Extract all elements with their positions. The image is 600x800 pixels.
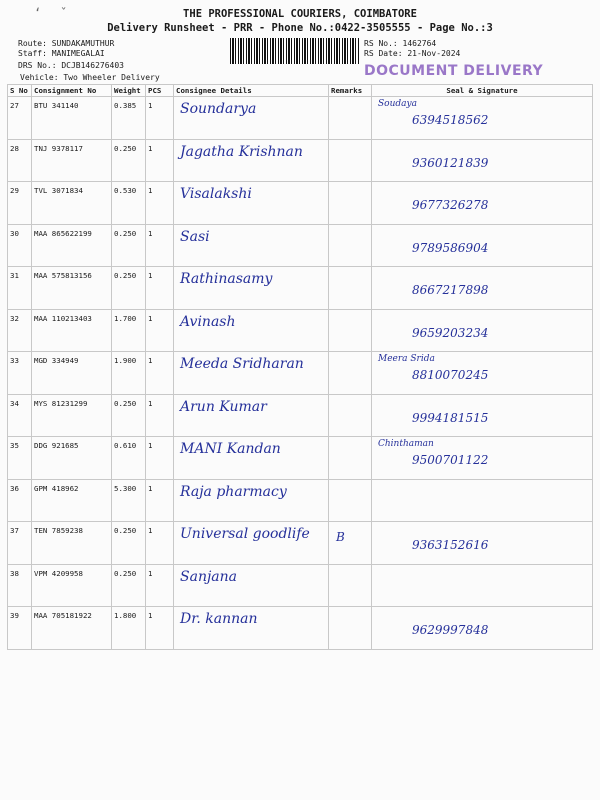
weight-cell: 0.250 <box>112 394 146 437</box>
weight-cell: 0.250 <box>112 564 146 607</box>
consignee-cell <box>174 139 329 182</box>
signature: Meera Srida <box>378 354 435 364</box>
consignment-cell: TEN 7859238 <box>32 522 112 565</box>
consignment-cell: MAA 575813156 <box>32 267 112 310</box>
col-sno: S No <box>8 85 32 97</box>
col-weight: Weight <box>112 85 146 97</box>
seal-signature-cell <box>372 267 593 310</box>
table-row <box>8 182 593 225</box>
weight-cell: 0.610 <box>112 437 146 480</box>
consignee-cell <box>174 182 329 225</box>
table-row <box>8 607 593 650</box>
consignment-cell: MAA 110213403 <box>32 309 112 352</box>
rs-date: RS Date: 21-Nov-2024 <box>364 49 461 58</box>
weight-cell: 0.250 <box>112 522 146 565</box>
seal-signature-cell <box>372 437 593 480</box>
sno-cell: 35 <box>8 437 32 480</box>
col-seal: Seal & Signature <box>372 85 593 97</box>
sno-cell: 27 <box>8 97 32 140</box>
sno-cell: 36 <box>8 479 32 522</box>
remarks-cell <box>329 607 372 650</box>
consignee-cell <box>174 479 329 522</box>
table-row <box>8 97 593 140</box>
consignee-name: Universal goodlife <box>180 526 310 542</box>
consignee-name: Meeda Sridharan <box>180 356 304 372</box>
phone-number: 9994181515 <box>412 410 489 425</box>
consignment-cell: MGD 334949 <box>32 352 112 395</box>
consignee-name: MANI Kandan <box>180 441 281 457</box>
remark-mark: B <box>336 530 345 544</box>
remarks-cell <box>329 522 372 565</box>
consignee-name: Rathinasamy <box>180 271 273 287</box>
signature: Chinthaman <box>378 439 434 449</box>
consignee-name: Sasi <box>180 228 210 245</box>
phone-number: 9360121839 <box>412 155 489 170</box>
seal-signature-cell <box>372 224 593 267</box>
table-row <box>8 224 593 267</box>
phone-number: 9659203234 <box>412 325 489 340</box>
phone-number: 8667217898 <box>412 283 489 297</box>
pcs-cell: 1 <box>146 437 174 480</box>
consignee-cell <box>174 352 329 395</box>
consignment-cell: GPM 418962 <box>32 479 112 522</box>
table-row <box>8 479 593 522</box>
weight-cell: 0.385 <box>112 97 146 140</box>
col-consignment: Consignment No <box>32 85 112 97</box>
drs-label: DRS No.: DCJB146276403 <box>18 61 124 70</box>
table-row <box>8 267 593 310</box>
table-row <box>8 522 593 565</box>
consignment-cell: MAA 705181922 <box>32 607 112 650</box>
phone-number: 9500701122 <box>412 453 489 467</box>
consignee-cell <box>174 224 329 267</box>
remarks-cell <box>329 139 372 182</box>
consignment-cell: DDG 921685 <box>32 437 112 480</box>
phone-number: 8810070245 <box>412 368 489 382</box>
route-label: Route: SUNDAKAMUTHUR <box>18 39 115 48</box>
table-row <box>8 139 593 182</box>
sno-cell: 30 <box>8 224 32 267</box>
sno-cell: 28 <box>8 139 32 182</box>
sno-cell: 31 <box>8 267 32 310</box>
consignee-name: Soundarya <box>180 101 257 117</box>
remarks-cell <box>329 309 372 352</box>
seal-signature-cell <box>372 394 593 437</box>
sno-cell: 32 <box>8 309 32 352</box>
sno-cell: 34 <box>8 394 32 437</box>
remarks-cell <box>329 394 372 437</box>
consignee-name: Raja pharmacy <box>180 483 287 500</box>
table-header-row <box>8 85 593 97</box>
seal-signature-cell <box>372 97 593 140</box>
weight-cell: 1.700 <box>112 309 146 352</box>
consignee-name: Sanjana <box>180 568 238 585</box>
seal-signature-cell <box>372 182 593 225</box>
pcs-cell: 1 <box>146 97 174 140</box>
pcs-cell: 1 <box>146 182 174 225</box>
runsheet-table <box>7 84 593 650</box>
pcs-cell: 1 <box>146 607 174 650</box>
weight-cell: 1.900 <box>112 352 146 395</box>
seal-signature-cell <box>372 139 593 182</box>
weight-cell: 0.250 <box>112 224 146 267</box>
consignee-cell <box>174 564 329 607</box>
remarks-cell <box>329 437 372 480</box>
consignment-cell: MAA 865622199 <box>32 224 112 267</box>
consignment-cell: MYS 81231299 <box>32 394 112 437</box>
remarks-cell <box>329 564 372 607</box>
consignee-cell <box>174 97 329 140</box>
rs-number: RS No.: 1462764 <box>364 39 437 48</box>
phone-number: 9789586904 <box>412 240 489 255</box>
table-row <box>8 352 593 395</box>
table-row <box>8 564 593 607</box>
consignee-cell <box>174 394 329 437</box>
pcs-cell: 1 <box>146 564 174 607</box>
phone-number: 9629997848 <box>412 623 489 637</box>
sno-cell: 29 <box>8 182 32 225</box>
consignee-name: Arun Kumar <box>180 398 267 415</box>
corner-mark: ˇ <box>60 6 68 20</box>
weight-cell: 0.250 <box>112 267 146 310</box>
consignment-cell: TVL 3071834 <box>32 182 112 225</box>
consignee-cell <box>174 522 329 565</box>
pcs-cell: 1 <box>146 309 174 352</box>
consignment-cell: BTU 341140 <box>32 97 112 140</box>
remarks-cell <box>329 479 372 522</box>
sno-cell: 38 <box>8 564 32 607</box>
seal-signature-cell <box>372 309 593 352</box>
pcs-cell: 1 <box>146 394 174 437</box>
sno-cell: 39 <box>8 607 32 650</box>
pcs-cell: 1 <box>146 267 174 310</box>
consignee-name: Visalakshi <box>180 186 252 202</box>
pcs-cell: 1 <box>146 139 174 182</box>
col-remarks: Remarks <box>329 85 372 97</box>
consignee-cell <box>174 267 329 310</box>
seal-signature-cell <box>372 607 593 650</box>
runsheet-title: Delivery Runsheet - PRR - Phone No.:0422-3505555 - Page No.:3 <box>107 22 493 34</box>
consignee-cell <box>174 437 329 480</box>
pcs-cell: 1 <box>146 224 174 267</box>
table-row <box>8 309 593 352</box>
company-title: THE PROFESSIONAL COURIERS, COIMBATORE <box>183 8 417 20</box>
corner-mark: ‘ <box>34 6 42 20</box>
sno-cell: 33 <box>8 352 32 395</box>
table-row <box>8 394 593 437</box>
consignee-cell <box>174 607 329 650</box>
consignee-name: Dr. kannan <box>180 611 258 627</box>
col-pcs: PCS <box>146 85 174 97</box>
col-consignee: Consignee Details <box>174 85 329 97</box>
seal-signature-cell <box>372 522 593 565</box>
barcode <box>230 38 360 64</box>
phone-number: 9677326278 <box>412 198 489 212</box>
table-row <box>8 437 593 480</box>
pcs-cell: 1 <box>146 352 174 395</box>
consignee-name: Jagatha Krishnan <box>180 143 303 160</box>
vehicle-label: Vehicle: Two Wheeler Delivery <box>20 73 160 82</box>
remarks-cell <box>329 182 372 225</box>
weight-cell: 5.300 <box>112 479 146 522</box>
remarks-cell <box>329 267 372 310</box>
seal-signature-cell <box>372 479 593 522</box>
phone-number: 6394518562 <box>412 113 489 127</box>
consignment-cell: VPM 4209958 <box>32 564 112 607</box>
staff-label: Staff: MANIMEGALAI <box>18 49 105 58</box>
seal-signature-cell <box>372 564 593 607</box>
pcs-cell: 1 <box>146 479 174 522</box>
phone-number: 9363152616 <box>412 538 489 552</box>
signature: Soudaya <box>378 99 417 109</box>
weight-cell: 0.250 <box>112 139 146 182</box>
consignee-name: Avinash <box>180 313 236 330</box>
consignment-cell: TNJ 9378117 <box>32 139 112 182</box>
consignee-cell <box>174 309 329 352</box>
remarks-cell <box>329 97 372 140</box>
remarks-cell <box>329 352 372 395</box>
document-delivery-stamp: DOCUMENT DELIVERY <box>364 63 544 79</box>
pcs-cell: 1 <box>146 522 174 565</box>
weight-cell: 0.530 <box>112 182 146 225</box>
seal-signature-cell <box>372 352 593 395</box>
remarks-cell <box>329 224 372 267</box>
weight-cell: 1.800 <box>112 607 146 650</box>
sno-cell: 37 <box>8 522 32 565</box>
